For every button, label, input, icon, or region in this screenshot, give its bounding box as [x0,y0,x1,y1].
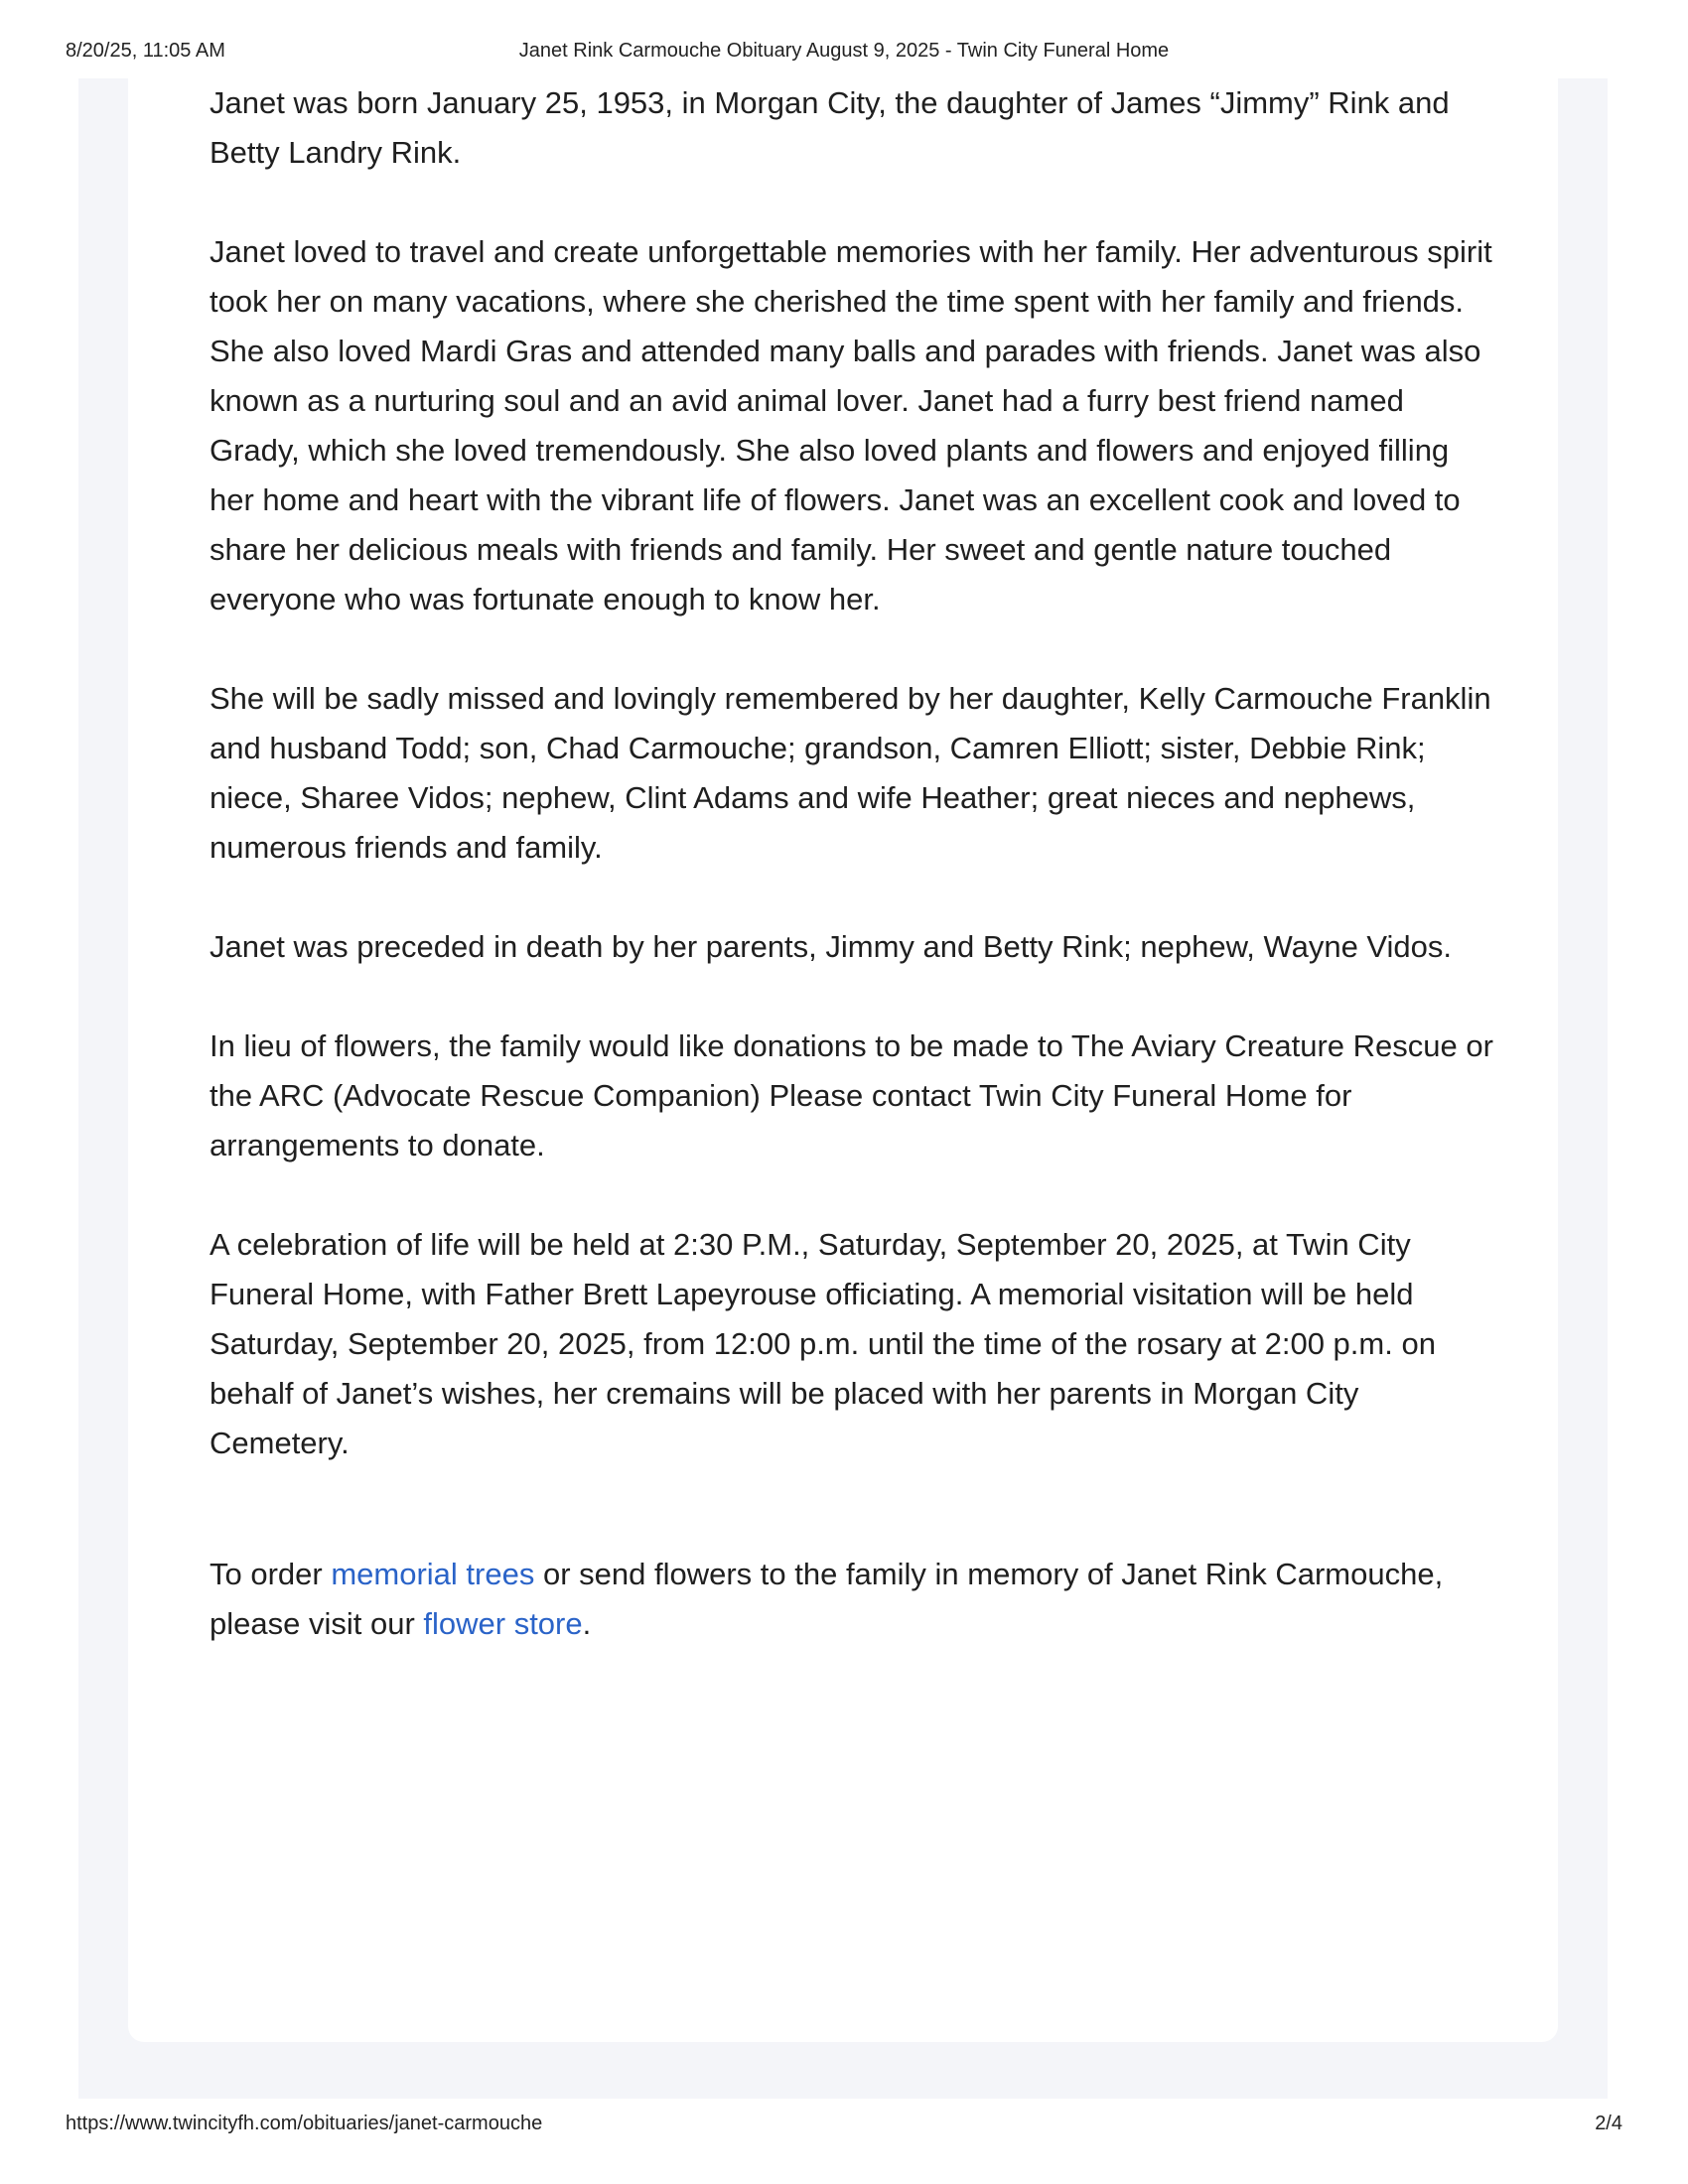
closing-text-end: . [582,1606,592,1641]
paragraph-services: A celebration of life will be held at 2:30 P.M., Saturday, September 20, 2025, at Twin City Funeral Home, with Father Brett Lapeyrouse officiating. A memorial visitation will be held Saturday, September 20, 2025, from 12:00 p.m. until the time of the rosary at 2:00 p.m. on behalf of Janet’s wishes, her cremains will be placed with her parents in Morgan City Cemetery. [210,1227,1436,1460]
paragraph-birth: Janet was born January 25, 1953, in Morgan City, the daughter of James “Jimmy” Rink and Betty Landry Rink. [210,85,1450,170]
print-datetime: 8/20/25, 11:05 AM [66,40,225,62]
print-header [66,40,1622,69]
print-footer [66,2113,1622,2142]
paragraph-life: Janet loved to travel and create unforgettable memories with her family. Her adventurous spirit took her on many vacations, where she cherished the time spent with her family and friends. She also loved Mardi Gras and attended many balls and parades with friends. Janet was also known as a nurturing soul and an avid animal lover. Janet had a furry best friend named Grady, which she loved tremendously. She also loved plants and flowers and enjoyed filling her home and heart with the vibrant life of flowers. Janet was an excellent cook and loved to share her delicious meals with friends and family. Her sweet and gentle nature touched everyone who was fortunate enough to know her. [210,234,1492,616]
print-url: https://www.twincityfh.com/obituaries/janet-carmouche [66,2113,543,2134]
paragraph-flowers [210,1550,1500,1649]
obituary-card [128,78,1558,2042]
page-number: 2/4 [1595,2113,1622,2134]
closing-text-middle: or send flowers to the family in memory of Janet Rink Carmouche, please visit our [210,1557,1444,1641]
obituary-text [210,78,1500,1699]
print-page-title: Janet Rink Carmouche Obituary August 9, 2025 - Twin City Funeral Home [518,40,1170,62]
paragraph-donations: In lieu of flowers, the family would like donations to be made to The Aviary Creature Rescue or the ARC (Advocate Rescue Companion) Please contact Twin City Funeral Home for arrangements to donate. [210,1028,1493,1162]
memorial-trees-link[interactable]: memorial trees [331,1557,535,1591]
paragraph-survivors: She will be sadly missed and lovingly remembered by her daughter, Kelly Carmouche Franklin and husband Todd; son, Chad Carmouche; grandson, Camren Elliott; sister, Debbie Rink; niece, Sharee Vidos; nephew, Clint Adams and wife Heather; great nieces and nephews, numerous friends and family. [210,681,1491,865]
flower-store-link[interactable]: flower store [423,1606,583,1641]
paragraph-preceded: Janet was preceded in death by her parents, Jimmy and Betty Rink; nephew, Wayne Vidos. [210,929,1453,964]
closing-text-start: To order [210,1557,332,1591]
page-background [78,78,1608,2099]
